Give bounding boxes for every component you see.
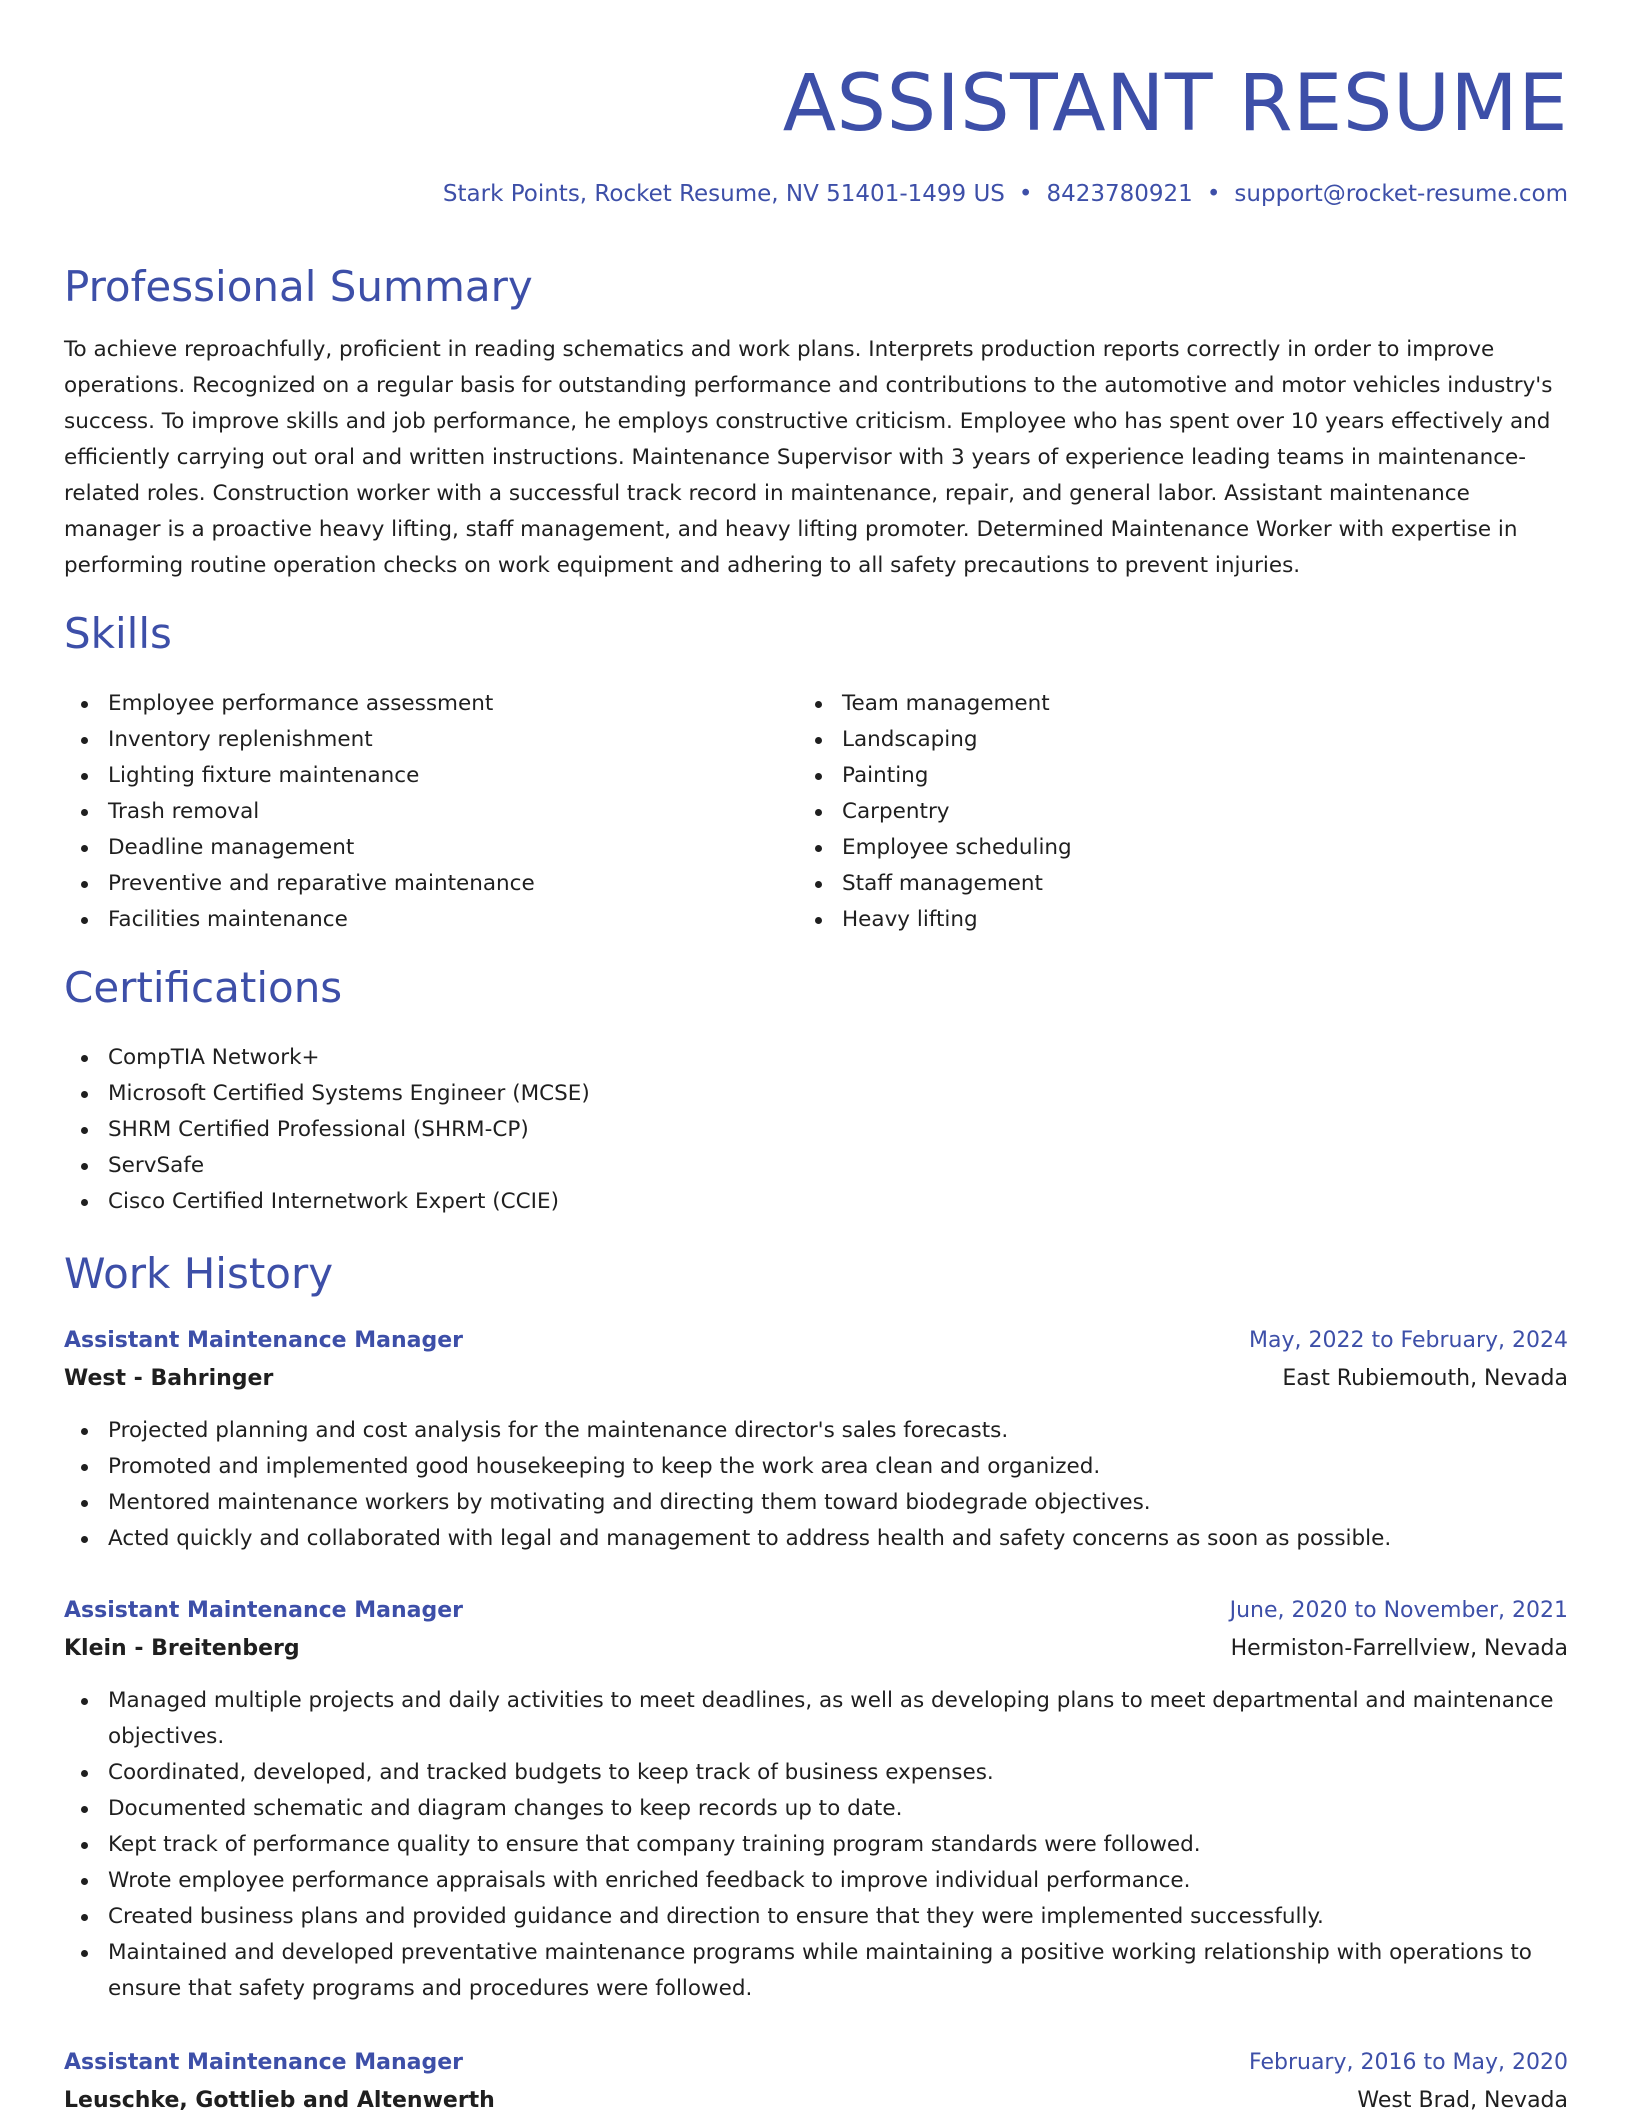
certification-item: Microsoft Certified Systems Engineer (MCSE) xyxy=(64,1076,1568,1112)
skill-item: Employee performance assessment xyxy=(64,686,764,722)
job-dates: May, 2022 to February, 2024 xyxy=(1249,1328,1568,1353)
job-entry xyxy=(64,1593,1568,2007)
skills-list-left xyxy=(64,686,764,938)
contact-line xyxy=(443,178,1568,210)
job-bullet: Created business plans and provided guidance and direction to ensure that they were implemented successfully. xyxy=(64,1899,1568,1935)
job-header-row xyxy=(64,2045,1568,2083)
job-company-row xyxy=(64,2083,1568,2121)
job-entry xyxy=(64,2045,1568,2121)
skill-item: Trash removal xyxy=(64,794,764,830)
certification-item: CompTIA Network+ xyxy=(64,1040,1568,1076)
skill-item: Painting xyxy=(798,758,1498,794)
job-header-row xyxy=(64,1593,1568,1631)
job-location: East Rubiemouth, Nevada xyxy=(1282,1366,1568,1391)
job-dates: June, 2020 to November, 2021 xyxy=(1229,1598,1568,1623)
contact-address: Stark Points, Rocket Resume, NV 51401-1499 US xyxy=(442,181,1005,207)
job-bullet: Mentored maintenance workers by motivating and directing them toward biodegrade objectives. xyxy=(64,1485,1568,1521)
job-bullet: Documented schematic and diagram changes to keep records up to date. xyxy=(64,1791,1568,1827)
skill-item: Staff management xyxy=(798,866,1498,902)
section-title-skills: Skills xyxy=(64,609,172,658)
skills-list-right xyxy=(798,686,1498,938)
skill-item: Facilities maintenance xyxy=(64,902,764,938)
contact-separator: • xyxy=(1018,181,1033,207)
job-location: West Brad, Nevada xyxy=(1357,2088,1568,2113)
skill-item: Carpentry xyxy=(798,794,1498,830)
skill-item: Preventive and reparative maintenance xyxy=(64,866,764,902)
skill-item: Deadline management xyxy=(64,830,764,866)
certifications-list xyxy=(64,1040,1568,1220)
job-bullet: Kept track of performance quality to ensure that company training program standards were followed. xyxy=(64,1827,1568,1863)
job-company-row xyxy=(64,1631,1568,1669)
job-entry xyxy=(64,1323,1568,1557)
job-bullet: Managed multiple projects and daily activities to meet deadlines, as well as developing plans to meet departmental and maintenance objectives. xyxy=(64,1683,1568,1755)
summary-text: To achieve reproachfully, proficient in reading schematics and work plans. Interprets production reports correctly in order to improve operations. Recognized on a regular basis for outstanding performance and contributions to the automotive and motor vehicles industry's success. To improve skills and job performance, he employs constructive criticism. Employee who has spent over 10 years effectively and efficiently carrying out oral and written instructions. Maintenance Supervisor with 3 years of experience leading teams in maintenance-related roles. Construction worker with a successful track record in maintenance, repair, and general labor. Assistant maintenance manager is a proactive heavy lifting, staff management, and heavy lifting promoter. Determined Maintenance Worker with expertise in performing routine operation checks on work equipment and adhering to all safety precautions to prevent injuries. xyxy=(64,337,1553,578)
job-title: Assistant Maintenance Manager xyxy=(64,1328,463,1353)
skill-item: Landscaping xyxy=(798,722,1498,758)
contact-email: support@rocket-resume.com xyxy=(1234,181,1568,207)
job-company-row xyxy=(64,1361,1568,1399)
job-company: Leuschke, Gottlieb and Altenwerth xyxy=(64,2088,495,2113)
job-bullet: Acted quickly and collaborated with legal and management to address health and safety concerns as soon as possible. xyxy=(64,1521,1568,1557)
contact-separator: • xyxy=(1206,181,1221,207)
job-bullet: Promoted and implemented good housekeeping to keep the work area clean and organized. xyxy=(64,1449,1568,1485)
skill-item: Inventory replenishment xyxy=(64,722,764,758)
job-bullet: Projected planning and cost analysis for the maintenance director's sales forecasts. xyxy=(64,1413,1568,1449)
job-title: Assistant Maintenance Manager xyxy=(64,2050,463,2075)
skill-item: Employee scheduling xyxy=(798,830,1498,866)
resume-page xyxy=(64,0,1568,2113)
contact-phone: 8423780921 xyxy=(1046,181,1193,207)
job-company: Klein - Breitenberg xyxy=(64,1636,300,1661)
skill-item: Team management xyxy=(798,686,1498,722)
certification-item: Cisco Certified Internetwork Expert (CCIE) xyxy=(64,1184,1568,1220)
job-header-row xyxy=(64,1323,1568,1361)
certification-item: SHRM Certified Professional (SHRM-CP) xyxy=(64,1112,1568,1148)
resume-name: ASSISTANT RESUME xyxy=(782,59,1568,149)
skill-item: Heavy lifting xyxy=(798,902,1498,938)
job-bullet: Coordinated, developed, and tracked budgets to keep track of business expenses. xyxy=(64,1755,1568,1791)
job-bullet: Wrote employee performance appraisals with enriched feedback to improve individual performance. xyxy=(64,1863,1568,1899)
job-dates: February, 2016 to May, 2020 xyxy=(1249,2050,1568,2075)
job-bullet: Maintained and developed preventative maintenance programs while maintaining a positive working relationship with operations to ensure that safety programs and procedures were followed. xyxy=(64,1935,1568,2007)
job-location: Hermiston-Farrellview, Nevada xyxy=(1230,1636,1568,1661)
section-title-work-history: Work History xyxy=(64,1249,334,1298)
job-company: West - Bahringer xyxy=(64,1366,274,1391)
section-title-summary: Professional Summary xyxy=(64,262,533,311)
skill-item: Lighting fixture maintenance xyxy=(64,758,764,794)
section-title-certifications: Certifications xyxy=(64,963,343,1012)
job-title: Assistant Maintenance Manager xyxy=(64,1598,463,1623)
certification-item: ServSafe xyxy=(64,1148,1568,1184)
